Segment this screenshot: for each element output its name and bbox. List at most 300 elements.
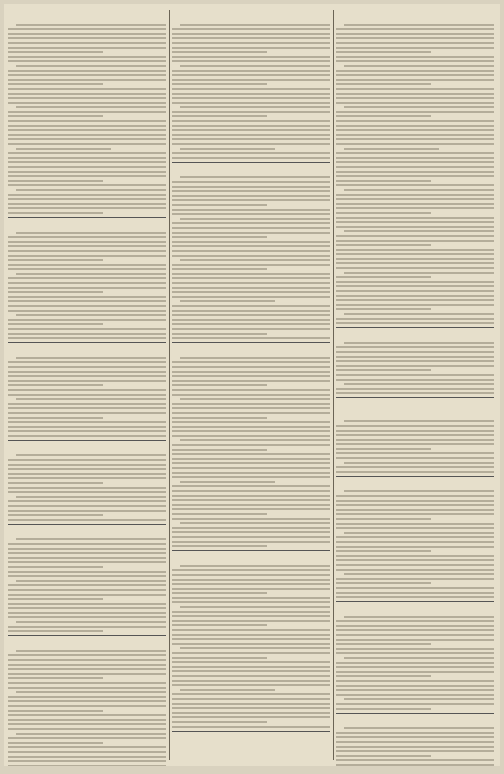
text-line xyxy=(8,510,166,512)
text-line xyxy=(8,180,103,182)
section-divider xyxy=(336,327,494,328)
text-line xyxy=(336,235,494,237)
text-line xyxy=(8,93,166,95)
text-line xyxy=(172,476,330,478)
text-line xyxy=(8,519,166,521)
text-line xyxy=(172,250,330,252)
text-line xyxy=(172,236,267,238)
text-line xyxy=(336,79,494,81)
text-line xyxy=(172,213,330,215)
text-line xyxy=(344,106,494,108)
text-line xyxy=(8,557,166,559)
text-line xyxy=(172,467,330,469)
text-line xyxy=(8,310,166,312)
text-line xyxy=(336,240,494,242)
text-line xyxy=(8,728,166,730)
column-1 xyxy=(8,10,166,760)
text-line xyxy=(172,574,330,576)
text-line xyxy=(336,207,494,209)
text-line xyxy=(8,56,166,58)
text-line xyxy=(172,337,330,339)
text-line xyxy=(8,333,166,335)
text-line xyxy=(344,313,494,315)
text-line xyxy=(8,250,166,252)
text-line xyxy=(8,157,166,159)
text-line xyxy=(172,277,330,279)
text-line xyxy=(8,705,166,707)
text-line xyxy=(336,703,494,705)
text-line xyxy=(336,166,494,168)
text-line xyxy=(336,430,494,432)
text-line xyxy=(172,579,330,581)
text-line xyxy=(8,125,166,127)
text-line xyxy=(172,125,330,127)
text-line xyxy=(8,435,166,437)
text-line xyxy=(8,659,166,661)
text-line xyxy=(336,546,494,548)
text-line xyxy=(8,152,166,154)
article-text xyxy=(336,616,494,710)
text-line xyxy=(336,559,494,561)
text-line xyxy=(8,287,166,289)
text-line xyxy=(336,249,494,251)
text-line xyxy=(344,272,494,274)
text-line xyxy=(172,407,330,409)
section-heading xyxy=(336,404,494,416)
text-line xyxy=(172,394,330,396)
text-line xyxy=(172,518,330,520)
text-line xyxy=(172,384,267,386)
text-line xyxy=(336,746,494,748)
text-line xyxy=(336,541,494,543)
text-line xyxy=(8,300,166,302)
text-line xyxy=(344,24,494,26)
text-line xyxy=(8,255,166,257)
text-line xyxy=(172,209,330,211)
text-line xyxy=(180,357,330,359)
section-divider xyxy=(8,524,166,525)
text-line xyxy=(8,603,166,605)
text-line xyxy=(336,134,494,136)
text-line xyxy=(172,291,330,293)
text-line xyxy=(172,138,330,140)
text-line xyxy=(172,111,330,113)
text-line xyxy=(8,236,166,238)
text-line xyxy=(336,28,494,30)
text-line xyxy=(8,115,103,117)
text-line xyxy=(8,143,166,145)
text-line xyxy=(16,357,166,359)
text-line xyxy=(8,742,103,744)
text-line xyxy=(172,712,330,714)
text-line xyxy=(336,226,494,228)
text-line xyxy=(16,232,166,234)
text-line xyxy=(16,650,166,652)
text-line xyxy=(336,74,494,76)
text-line xyxy=(8,337,166,339)
text-line xyxy=(172,684,330,686)
text-line xyxy=(180,24,330,26)
text-line xyxy=(8,264,166,266)
text-line xyxy=(8,746,166,748)
text-line xyxy=(172,181,330,183)
section-heading xyxy=(8,528,166,536)
text-line xyxy=(8,241,166,243)
text-line xyxy=(336,379,494,381)
text-line xyxy=(336,33,494,35)
text-line xyxy=(172,703,330,705)
text-line xyxy=(16,733,166,735)
text-line xyxy=(8,83,103,85)
text-line xyxy=(8,268,166,270)
section-divider xyxy=(8,635,166,636)
section-divider xyxy=(336,713,494,714)
text-line xyxy=(8,134,166,136)
text-line xyxy=(344,616,494,618)
text-line xyxy=(172,241,330,243)
article-text xyxy=(172,565,330,728)
text-line xyxy=(172,310,330,312)
newspaper-page xyxy=(4,4,500,766)
text-line xyxy=(8,543,166,545)
text-line xyxy=(172,366,330,368)
text-line xyxy=(16,189,166,191)
article-text xyxy=(8,454,166,520)
text-line xyxy=(336,83,431,85)
text-line xyxy=(172,380,330,382)
text-line xyxy=(336,138,494,140)
section-divider xyxy=(8,440,166,441)
text-line xyxy=(172,485,330,487)
text-line xyxy=(172,157,330,159)
text-line xyxy=(336,471,494,473)
text-line xyxy=(336,443,494,445)
article-text xyxy=(336,342,494,395)
text-line xyxy=(336,351,494,353)
text-line xyxy=(172,389,330,391)
text-line xyxy=(8,305,166,307)
text-line xyxy=(336,596,494,598)
text-line xyxy=(8,120,166,122)
text-line xyxy=(172,490,330,492)
text-line xyxy=(172,83,267,85)
text-line xyxy=(172,120,330,122)
text-line xyxy=(336,759,494,761)
text-line xyxy=(172,527,330,529)
text-line xyxy=(172,323,330,325)
text-line xyxy=(336,671,494,673)
text-line xyxy=(8,28,166,30)
text-line xyxy=(8,277,166,279)
text-line xyxy=(8,88,166,90)
text-line xyxy=(172,361,330,363)
text-line xyxy=(172,620,330,622)
text-line xyxy=(336,115,431,117)
text-line xyxy=(172,499,330,501)
section-heading xyxy=(8,639,166,647)
text-line xyxy=(8,696,166,698)
text-line xyxy=(8,514,103,516)
article-text xyxy=(172,357,330,547)
text-line xyxy=(8,751,166,753)
text-line xyxy=(336,643,431,645)
text-line xyxy=(336,523,494,525)
text-line xyxy=(8,552,166,554)
text-line xyxy=(336,308,431,310)
text-line xyxy=(8,765,166,766)
text-line xyxy=(172,629,330,631)
text-line xyxy=(336,47,494,49)
text-line xyxy=(172,204,267,206)
text-line xyxy=(344,462,494,464)
text-line xyxy=(172,264,330,266)
text-line xyxy=(336,500,494,502)
text-line xyxy=(180,148,275,150)
text-line xyxy=(336,592,494,594)
article-text xyxy=(8,232,166,340)
text-line xyxy=(172,186,330,188)
text-line xyxy=(336,620,494,622)
text-line xyxy=(336,448,431,450)
text-line xyxy=(344,230,494,232)
text-line xyxy=(8,700,166,702)
text-line xyxy=(336,111,494,113)
text-line xyxy=(336,198,494,200)
text-line xyxy=(336,425,494,427)
text-line xyxy=(172,472,330,474)
text-line xyxy=(172,287,330,289)
text-line xyxy=(336,625,494,627)
text-line xyxy=(172,541,330,543)
text-line xyxy=(172,227,330,229)
text-line xyxy=(180,606,330,608)
text-line xyxy=(336,262,494,264)
text-line xyxy=(172,458,330,460)
article-text xyxy=(172,24,330,159)
text-line xyxy=(8,384,103,386)
text-line xyxy=(336,662,494,664)
text-line xyxy=(336,388,494,390)
text-line xyxy=(336,648,494,650)
text-line xyxy=(172,504,330,506)
text-line xyxy=(336,434,494,436)
text-line xyxy=(336,755,431,757)
text-line xyxy=(8,464,166,466)
text-line xyxy=(172,453,330,455)
text-line xyxy=(8,319,166,321)
text-line xyxy=(336,171,494,173)
article-text xyxy=(336,24,494,325)
text-line xyxy=(8,677,103,679)
text-line xyxy=(8,51,103,53)
text-line xyxy=(8,719,166,721)
text-line xyxy=(336,175,494,177)
text-line xyxy=(172,583,330,585)
text-line xyxy=(8,421,166,423)
text-line xyxy=(172,417,267,419)
text-line xyxy=(8,561,166,563)
text-line xyxy=(180,218,330,220)
text-line xyxy=(8,111,166,113)
text-line xyxy=(172,601,330,603)
text-line xyxy=(180,647,330,649)
text-line xyxy=(336,509,494,511)
text-line xyxy=(336,689,494,691)
text-line xyxy=(172,707,330,709)
text-line xyxy=(336,513,494,515)
text-line xyxy=(16,691,166,693)
text-line xyxy=(180,398,330,400)
text-line xyxy=(8,473,166,475)
section-divider xyxy=(8,217,166,218)
text-line xyxy=(336,634,494,636)
section-heading xyxy=(8,13,166,21)
text-line xyxy=(172,716,330,718)
text-line xyxy=(16,314,166,316)
text-line xyxy=(336,212,431,214)
text-line xyxy=(336,652,494,654)
text-line xyxy=(172,670,330,672)
text-line xyxy=(336,374,494,376)
text-line xyxy=(8,394,166,396)
text-line xyxy=(336,285,494,287)
text-line xyxy=(172,611,330,613)
text-line xyxy=(172,698,330,700)
section-divider xyxy=(336,601,494,602)
text-line xyxy=(344,532,494,534)
text-line xyxy=(8,198,166,200)
text-line xyxy=(8,664,166,666)
text-line xyxy=(172,643,330,645)
text-line xyxy=(172,634,330,636)
text-line xyxy=(172,60,330,62)
text-line xyxy=(8,548,166,550)
text-line xyxy=(336,276,431,278)
text-line xyxy=(16,106,166,108)
text-line xyxy=(8,430,166,432)
text-line xyxy=(336,365,494,367)
text-line xyxy=(336,37,494,39)
text-line xyxy=(8,47,166,49)
text-line xyxy=(172,305,330,307)
text-line xyxy=(8,361,166,363)
text-line xyxy=(336,125,494,127)
text-line xyxy=(336,129,494,131)
text-line xyxy=(336,452,494,454)
text-line xyxy=(172,444,330,446)
section-heading xyxy=(336,717,494,725)
text-line xyxy=(336,203,494,205)
text-line xyxy=(336,536,494,538)
text-line xyxy=(172,195,330,197)
article-text xyxy=(336,490,494,598)
text-line xyxy=(336,56,494,58)
text-line xyxy=(172,592,267,594)
text-line xyxy=(8,723,166,725)
text-line xyxy=(8,571,166,573)
text-line xyxy=(8,323,103,325)
text-line xyxy=(8,171,166,173)
text-line xyxy=(172,371,330,373)
text-line xyxy=(8,37,166,39)
column-2 xyxy=(172,10,330,760)
text-line xyxy=(172,531,330,533)
section-heading xyxy=(8,346,166,354)
text-line xyxy=(172,134,330,136)
section-divider xyxy=(172,342,330,343)
text-line xyxy=(172,569,330,571)
text-line xyxy=(336,346,494,348)
text-line xyxy=(8,296,166,298)
text-line xyxy=(172,282,330,284)
text-line xyxy=(336,290,494,292)
text-line xyxy=(336,120,494,122)
text-line xyxy=(336,42,494,44)
text-line xyxy=(336,685,494,687)
text-line xyxy=(180,439,330,441)
text-line xyxy=(8,291,103,293)
text-line xyxy=(172,421,330,423)
text-line xyxy=(172,675,330,677)
text-line xyxy=(336,51,431,53)
article-text xyxy=(172,176,330,339)
section-divider xyxy=(172,731,330,732)
text-line xyxy=(336,281,494,283)
article-text xyxy=(8,357,166,437)
text-line xyxy=(16,398,166,400)
text-line xyxy=(8,682,166,684)
text-line xyxy=(8,184,166,186)
text-line xyxy=(172,51,267,53)
text-line xyxy=(336,152,494,154)
text-line xyxy=(180,565,330,567)
section-divider xyxy=(8,342,166,343)
article-text xyxy=(8,538,166,632)
text-line xyxy=(172,33,330,35)
text-line xyxy=(8,426,166,428)
text-line xyxy=(172,430,330,432)
text-line xyxy=(172,328,330,330)
article-text xyxy=(336,420,494,473)
text-line xyxy=(336,143,494,145)
text-line xyxy=(172,666,330,668)
text-line xyxy=(172,726,330,728)
text-line xyxy=(16,538,166,540)
text-line xyxy=(8,668,166,670)
text-line xyxy=(172,412,330,414)
text-line xyxy=(8,459,166,461)
text-line xyxy=(336,495,494,497)
text-line xyxy=(8,566,103,568)
text-line xyxy=(344,420,494,422)
text-line xyxy=(172,129,330,131)
text-line xyxy=(336,736,494,738)
text-line xyxy=(172,426,330,428)
text-line xyxy=(336,194,494,196)
section-heading xyxy=(8,444,166,452)
text-line xyxy=(336,299,494,301)
text-line xyxy=(344,148,439,150)
text-line xyxy=(336,180,431,182)
text-line xyxy=(16,148,111,150)
text-line xyxy=(172,70,330,72)
text-line xyxy=(16,24,166,26)
text-line xyxy=(16,621,166,623)
text-line xyxy=(172,680,330,682)
text-line xyxy=(172,37,330,39)
section-divider xyxy=(172,550,330,551)
text-line xyxy=(172,545,267,547)
